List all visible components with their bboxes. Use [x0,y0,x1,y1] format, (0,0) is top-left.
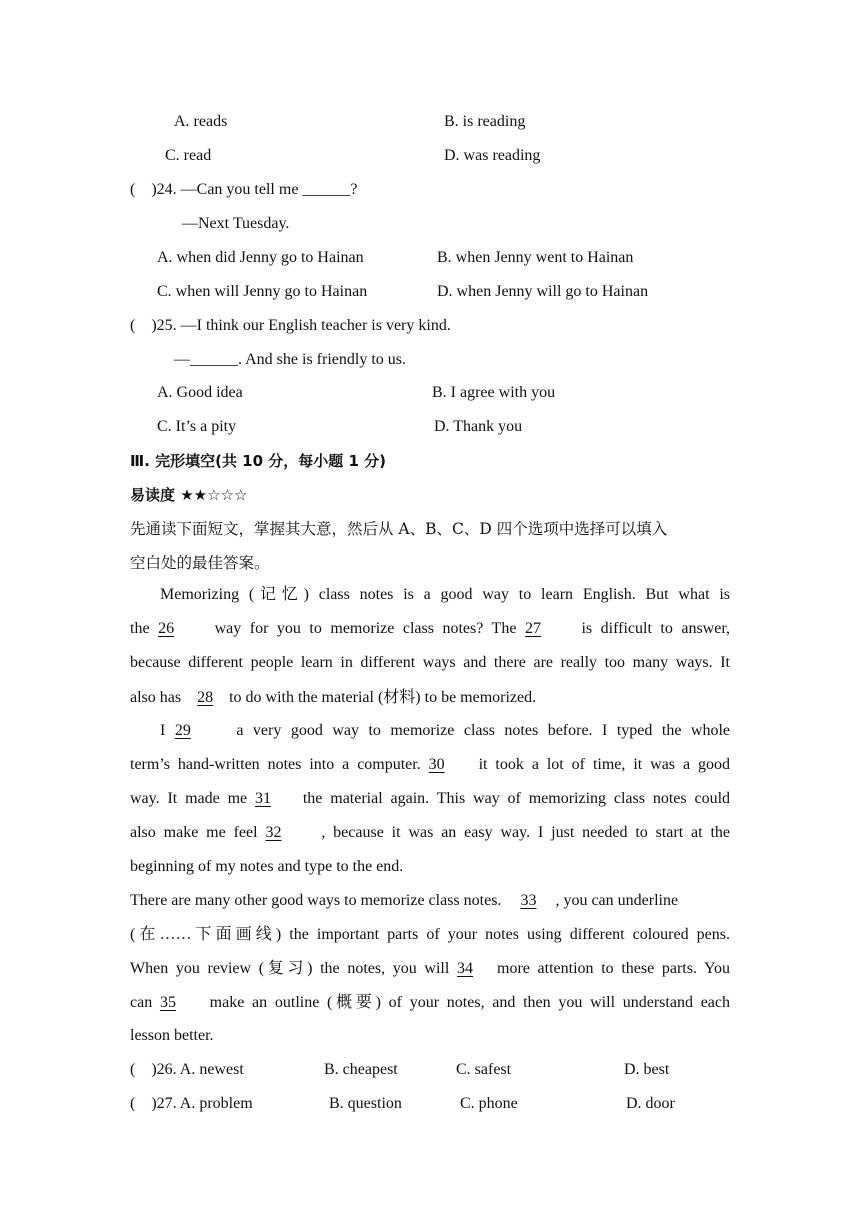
blank-32[interactable]: 32 [265,824,282,841]
blank-33[interactable]: 33 [520,892,537,909]
passage-text: can [130,994,153,1011]
passage-text: When you review (复习) the notes, you will [130,960,450,977]
q23-option-c: C. read [165,147,212,164]
passage-text: , because it was an easy way. I just needed to start at the [321,824,731,841]
q26-option-d: D. best [624,1061,670,1078]
passage-text: , you can underline [555,892,679,909]
passage-line [130,986,730,1020]
passage-line: beginning of my notes and type to the end. [130,858,404,875]
q27-option-b: B. question [329,1095,402,1112]
passage-text: I [160,722,166,739]
q25-option-a: A. Good idea [157,384,243,401]
passage-line [160,714,730,748]
passage-text: the material again. This way of memorizing class notes could [302,790,731,807]
passage-text: make an outline (概要) of your notes, and then you will understand each [209,994,730,1011]
passage-text: way. It made me [130,790,248,807]
q24-option-d: D. when Jenny will go to Hainan [437,283,649,300]
passage-text: There are many other good ways to memorize class notes. [130,892,502,909]
section-heading: Ⅲ. 完形填空(共 10 分，每小题 1 分) [130,452,387,470]
passage-line: Memorizing (记忆) class notes is a good way to learn English. But what is [160,586,730,603]
passage-line [130,891,678,911]
passage-line: because different people learn in different ways and there are really too many ways. It [130,654,730,671]
difficulty-rating: 易读度 ★★☆☆☆ [130,486,248,504]
q23-option-b: B. is reading [444,113,526,130]
q25-option-d: D. Thank you [434,418,523,435]
q27-option-a: ( )27. A. problem [130,1095,253,1112]
passage-text: way for you to memorize class notes? The [214,620,517,637]
passage-text: a very good way to memorize class notes before. I typed the whole [236,722,731,739]
blank-35[interactable]: 35 [159,994,176,1011]
passage-text: it took a lot of time, it was a good [478,756,731,773]
q26-option-a: ( )26. A. newest [130,1061,244,1078]
passage-line [130,816,730,850]
instruction-line-2: 空白处的最佳答案。 [130,554,270,572]
q23-option-a: A. reads [174,113,228,130]
blank-34[interactable]: 34 [457,960,473,977]
passage-line [130,952,730,986]
blank-26[interactable]: 26 [158,620,175,637]
q24-option-c: C. when will Jenny go to Hainan [157,283,368,300]
passage-line [130,748,730,782]
passage-text: to do with the material (材料) to be memorized. [229,689,537,706]
passage-line [130,612,730,646]
q26-option-b: B. cheapest [324,1061,398,1078]
q25-option-c: C. It’s a pity [157,418,237,435]
passage-line: lesson better. [130,1027,214,1044]
passage-text: the [130,620,150,637]
q27-option-d: D. door [626,1095,675,1112]
passage-line [130,688,536,708]
q24-reply: —Next Tuesday. [182,215,290,232]
passage-line [130,782,730,816]
q24-stem: ( )24. —Can you tell me ______? [130,181,358,198]
passage-text: is difficult to answer, [581,620,731,637]
blank-27[interactable]: 27 [524,620,541,637]
q25-option-b: B. I agree with you [432,384,556,401]
passage-text: more attention to these parts. You [497,960,730,977]
passage-line: (在……下面画线) the important parts of your notes using different coloured pens. [130,926,730,943]
q25-reply: —______. And she is friendly to us. [174,351,406,368]
q24-option-a: A. when did Jenny go to Hainan [157,249,364,266]
passage-text: term’s hand-written notes into a computer. [130,756,421,773]
blank-31[interactable]: 31 [255,790,271,807]
q25-stem: ( )25. —I think our English teacher is very kind. [130,317,451,334]
q27-option-c: C. phone [460,1095,518,1112]
instruction-line-1: 先通读下面短文，掌握其大意，然后从 A、B、C、D 四个选项中选择可以填入 [130,520,668,538]
passage-text: also make me feel [130,824,258,841]
q26-option-c: C. safest [456,1061,512,1078]
blank-30[interactable]: 30 [428,756,445,773]
q23-option-d: D. was reading [444,147,541,164]
blank-29[interactable]: 29 [174,722,191,739]
q24-option-b: B. when Jenny went to Hainan [437,249,634,266]
passage-text: also has [130,689,182,706]
blank-28[interactable]: 28 [197,689,214,706]
